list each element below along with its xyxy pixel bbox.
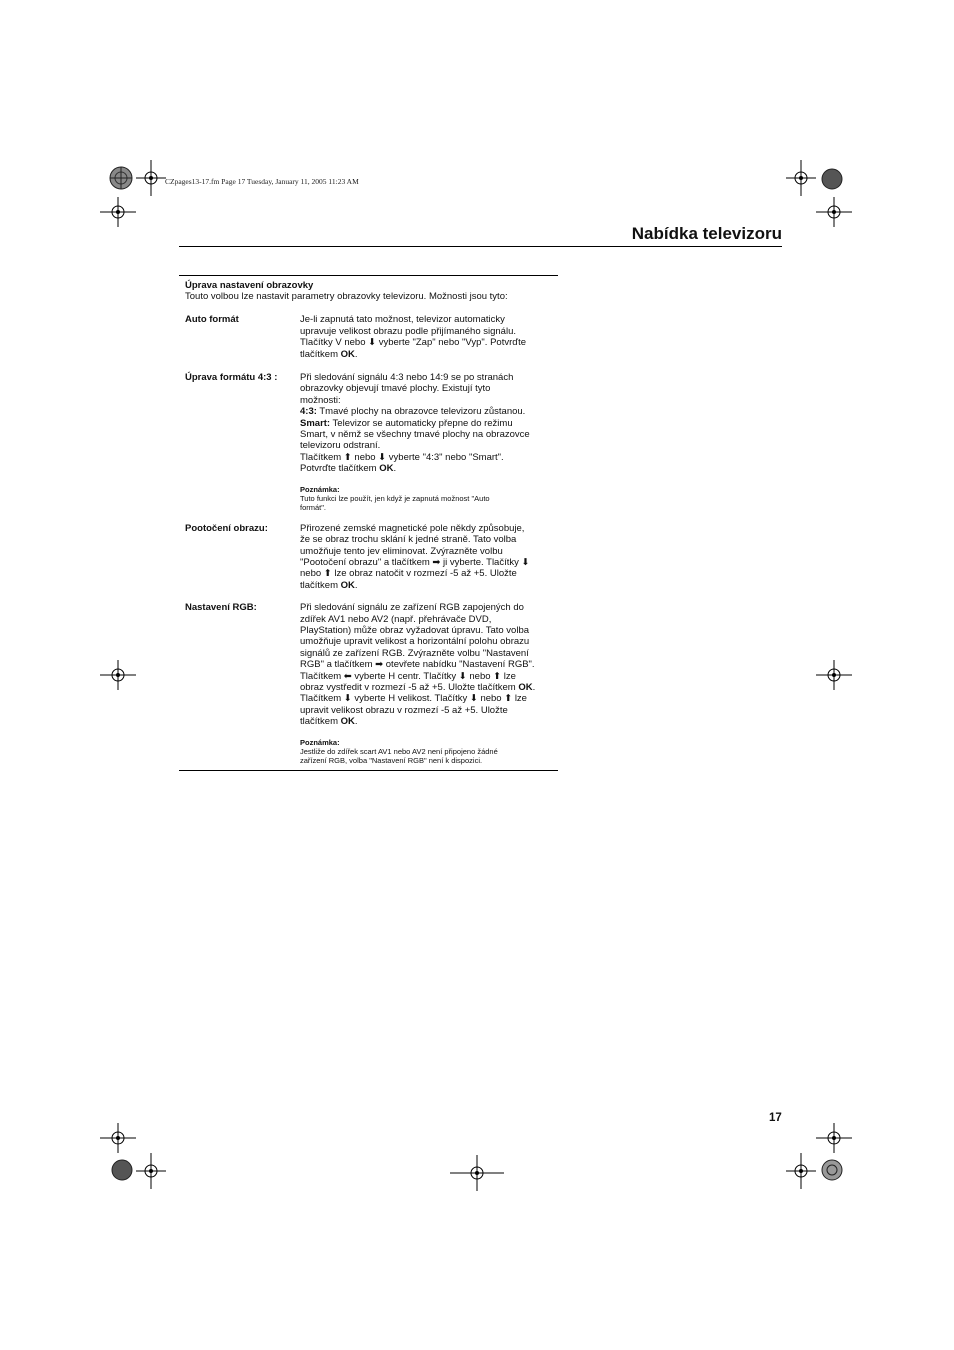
text-line: možnosti: [300, 394, 341, 406]
text-span: . [354, 348, 358, 360]
registration-mark-icon [820, 167, 844, 191]
text-line: Smart, v němž se všechny tmavé plochy na obrazovce [300, 429, 530, 441]
text-line: zdířek AV1 nebo AV2 (např. přehrávače DVD, [300, 613, 492, 625]
ok-keyword: OK [379, 463, 394, 475]
settings-table [179, 275, 558, 771]
text-line: že se obraz trochu sklání k jedné straně. Tato volba [300, 534, 517, 546]
text-line: obrazovky objevují tmavé plochy. Existují tyto [300, 383, 491, 395]
text-line [300, 418, 552, 429]
header-divider [179, 246, 782, 247]
page-header-title: Nabídka televizoru [631, 224, 782, 243]
option-keyword: Smart: [300, 417, 331, 429]
text-line: nebo ⬆ lze obraz natočit v rozmezí -5 až +5. Uložte [300, 568, 517, 580]
crosshair-mark-icon [136, 1153, 166, 1189]
crosshair-mark-icon [100, 660, 136, 690]
crosshair-mark-icon [816, 1123, 852, 1153]
text-span: obraz vystředit v rozmezí -5 až +5. Uložte tlačítkem [300, 681, 519, 693]
crosshair-mark-icon [450, 1155, 504, 1191]
section-title: Úprava nastavení obrazovky [185, 280, 314, 291]
ok-keyword: OK [340, 348, 355, 360]
crosshair-mark-icon [786, 160, 816, 196]
registration-mark-icon [108, 165, 134, 191]
text-line: upravuje velikost obrazu podle přijímaného signálu. [300, 325, 516, 337]
text-line: televizoru odstraní. [300, 440, 381, 452]
crosshair-mark-icon [816, 197, 852, 227]
text-line [300, 406, 552, 417]
text-line: PlayStation) může obraz vyžadovat úpravu. Tato volba [300, 624, 530, 636]
registration-mark-icon [820, 1158, 844, 1182]
text-line: Tlačítkem ⬇ vyberte H velikost. Tlačítky ⬇ nebo ⬆ lze [300, 693, 527, 705]
row-label: Nastavení RGB: [185, 602, 257, 614]
text-line: Přirozené zemské magnetické pole někdy způsobuje, [300, 522, 525, 534]
crosshair-mark-icon [816, 660, 852, 690]
row-label: Pootočení obrazu: [185, 522, 268, 534]
text-line: Tlačítkem ⬅ vyberte H centr. Tlačítky ⬇ nebo ⬆ lze [300, 670, 516, 682]
text-line: upravit velikost obrazu v rozmezí -5 až +5. Uložte [300, 704, 508, 716]
text-line: "Pootočení obrazu" a tlačítkem ➡ ji vyberte. Tlačítky ⬇ [300, 556, 530, 568]
row-auto-format [179, 314, 558, 360]
crosshair-mark-icon [136, 160, 166, 196]
option-keyword: 4:3: [300, 406, 317, 418]
text-span: . [532, 681, 536, 693]
ok-keyword: OK [518, 681, 533, 693]
row-body [300, 314, 552, 360]
note-title: Poznámka: [300, 737, 340, 747]
note-title: Poznámka: [300, 484, 340, 494]
row-body [300, 602, 552, 764]
note-text: formát". [300, 502, 327, 512]
slug-line: CZpages13-17.fm Page 17 Tuesday, January 11, 2005 11:23 AM [165, 177, 359, 186]
text-line: Tlačítky V nebo ⬇ vyberte "Zap" nebo "Vyp". Potvrďte [300, 337, 527, 349]
registration-mark-icon [110, 1158, 134, 1182]
text-span: tlačítkem [300, 579, 341, 591]
crosshair-mark-icon [100, 197, 136, 227]
note-text: Jestliže do zdířek scart AV1 nebo AV2 není připojeno žádné [300, 746, 498, 756]
text-span: . [354, 579, 358, 591]
text-line [300, 580, 552, 591]
note-text: Tuto funkci lze použít, jen když je zapnutá možnost "Auto [300, 493, 490, 503]
row-label: Auto formát [185, 314, 239, 326]
text-span: Televizor se automaticky přepne do režimu [330, 417, 513, 429]
crosshair-mark-icon [786, 1153, 816, 1189]
page-number: 17 [769, 1112, 782, 1124]
row-label: Úprava formátu 4:3 : [185, 372, 278, 384]
text-line [300, 349, 552, 360]
text-span: Tmavé plochy na obrazovce televizoru zůstanou. [316, 406, 526, 418]
text-span: tlačítkem [300, 348, 341, 360]
text-line [300, 682, 552, 693]
text-line: Při sledování signálu ze zařízení RGB zapojených do [300, 602, 524, 614]
text-span: Potvrďte tlačítkem [300, 463, 380, 475]
section-intro: Touto volbou lze nastavit parametry obrazovky televizoru. Možnosti jsou tyto: [185, 291, 508, 302]
row-format-4-3 [179, 372, 558, 512]
ok-keyword: OK [340, 579, 355, 591]
text-span: . [354, 716, 358, 728]
text-line [300, 463, 552, 474]
row-body [300, 372, 552, 512]
text-line: signálů ze zařízení RGB. Zvýrazněte volbu "Nastavení [300, 647, 529, 659]
text-span: . [393, 463, 397, 475]
row-body [300, 523, 552, 591]
text-line: Je-li zapnutá tato možnost, televizor automaticky [300, 314, 505, 326]
ok-keyword: OK [340, 716, 355, 728]
text-span: tlačítkem [300, 716, 341, 728]
text-line: umožňuje upravit velikost a horizontální polohu obrazu [300, 636, 530, 648]
text-line: Při sledování signálu 4:3 nebo 14:9 se po stranách [300, 372, 514, 384]
crosshair-mark-icon [100, 1123, 136, 1153]
text-line: umožňuje tento jev eliminovat. Zvýrazněte volbu [300, 545, 503, 557]
note-text: zařízení RGB, volba "Nastavení RGB" není k dispozici. [300, 755, 483, 765]
text-line: Tlačítkem ⬆ nebo ⬇ vyberte "4:3" nebo "Smart". [300, 451, 504, 463]
row-picture-rotation [179, 523, 558, 591]
row-rgb-settings [179, 602, 558, 764]
text-line: RGB" a tlačítkem ➡ otevřete nabídku "Nastavení RGB". [300, 659, 535, 671]
text-line [300, 716, 552, 727]
